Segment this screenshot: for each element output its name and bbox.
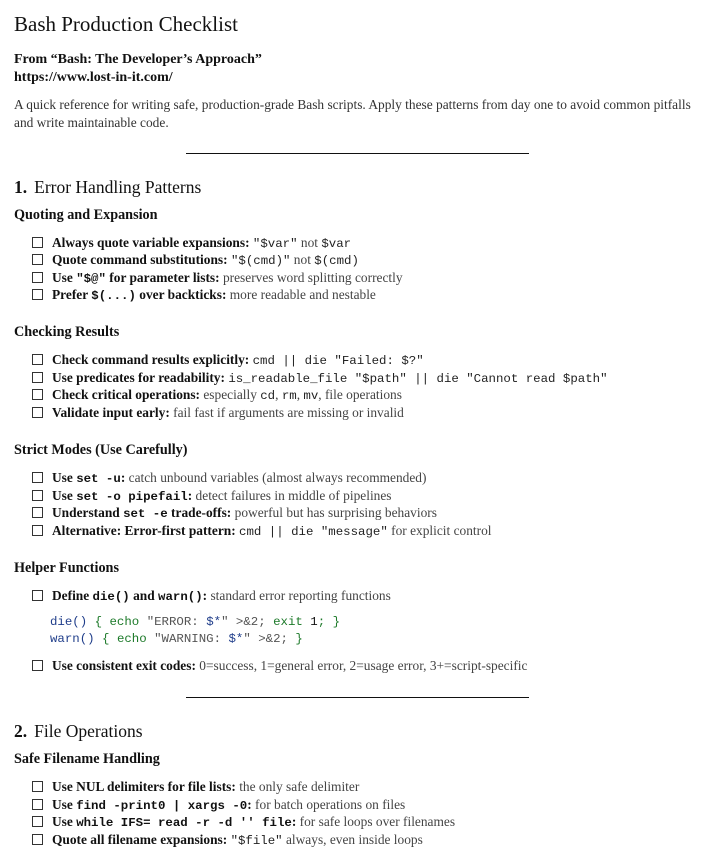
label-part: Use — [52, 488, 77, 503]
checklist-item — [32, 587, 391, 605]
item-text: , — [275, 387, 282, 402]
label-part: Define — [52, 588, 93, 603]
code-snippet: is_readable_file "$path" || die "Cannot read $path" — [228, 372, 608, 386]
section-title: Error Handling Patterns — [34, 177, 202, 197]
item-text: powerful but has surprising behaviors — [231, 505, 437, 520]
checklist-item — [32, 251, 359, 269]
code-line — [50, 631, 340, 648]
item-label: Use NUL delimiters for file lists: — [52, 779, 236, 794]
checkbox-icon[interactable] — [32, 389, 43, 400]
code-snippet: rm — [281, 389, 297, 403]
checkbox-icon[interactable] — [32, 237, 43, 248]
item-label: Always quote variable expansions: — [52, 235, 250, 250]
checklist-item — [32, 386, 402, 404]
code-line — [50, 614, 340, 631]
code-snippet: die() — [92, 590, 130, 604]
code-snippet: cd — [260, 389, 276, 403]
subsection-heading: Safe Filename Handling — [14, 751, 160, 767]
checkbox-icon[interactable] — [32, 490, 43, 501]
label-part: Understand — [52, 505, 124, 520]
code-snippet: "$@" — [76, 272, 106, 286]
item-text: not — [297, 235, 322, 250]
code-keyword: echo — [116, 632, 147, 646]
code-snippet: $(cmd) — [314, 254, 359, 268]
label-part: and — [129, 588, 159, 603]
item-label: Validate input early: — [52, 405, 170, 420]
checklist-item — [32, 469, 426, 487]
source-url[interactable]: https://www.lost-in-it.com/ — [14, 70, 173, 85]
code-snippet: "$var" — [252, 237, 298, 251]
item-text: more readable and nestable — [226, 287, 376, 302]
item-text: for safe loops over filenames — [296, 814, 456, 829]
code-snippet: $(...) — [91, 289, 136, 303]
item-text: fail fast if arguments are missing or invalid — [169, 405, 404, 420]
divider — [186, 697, 529, 698]
checklist-item — [32, 796, 405, 814]
label-part: : — [202, 588, 208, 603]
code-snippet: warn() — [158, 590, 203, 604]
item-text: , — [296, 387, 304, 402]
label-part: trade-offs: — [167, 505, 232, 520]
checklist-item — [32, 657, 527, 675]
checkbox-icon[interactable] — [32, 472, 43, 483]
checklist-item — [32, 369, 608, 387]
item-label: Alternative: Error-first pattern: — [52, 523, 236, 538]
code-keyword: exit — [273, 615, 303, 629]
item-text: detect failures in middle of pipelines — [192, 488, 392, 503]
code-variable: $* — [206, 615, 222, 629]
code-snippet: find -print0 | xargs -0 — [76, 799, 248, 813]
code-string: " — [243, 632, 251, 646]
label-part: Use — [52, 270, 77, 285]
code-snippet: cmd || die "Failed: $?" — [252, 354, 424, 368]
checkbox-icon[interactable] — [32, 781, 43, 792]
code-number: 1 — [302, 615, 318, 629]
label-part: Use — [52, 797, 77, 812]
code-function: die() — [50, 615, 88, 629]
subsection-heading: Quoting and Expansion — [14, 207, 158, 223]
checkbox-icon[interactable] — [32, 272, 43, 283]
checkbox-icon[interactable] — [32, 354, 43, 365]
checkbox-icon[interactable] — [32, 834, 43, 845]
subsection-heading: Helper Functions — [14, 560, 119, 576]
item-label: Check critical operations: — [52, 387, 201, 402]
checklist-item — [32, 831, 423, 849]
section-heading — [14, 177, 201, 198]
code-snippet: while IFS= read -r -d '' file — [76, 816, 292, 830]
code-snippet: cmd || die "message" — [239, 525, 388, 539]
intro-paragraph: A quick reference for writing safe, production-grade Bash scripts. Apply these patterns from day one to avoid common pitfalls and write maintainable code. — [14, 97, 691, 130]
code-variable: $* — [228, 632, 244, 646]
code-string: " — [221, 615, 229, 629]
item-label — [52, 270, 220, 285]
code-snippet: set -o pipefail — [76, 490, 188, 504]
label-part: Use — [52, 814, 77, 829]
code-snippet: mv — [303, 389, 319, 403]
code-brace: { — [94, 632, 117, 646]
checklist-item — [32, 522, 492, 540]
checkbox-icon[interactable] — [32, 372, 43, 383]
item-label: Check command results explicitly: — [52, 352, 250, 367]
code-function: warn() — [50, 632, 95, 646]
item-label: Use consistent exit codes: — [52, 658, 196, 673]
item-text: for batch operations on files — [251, 797, 406, 812]
subsection-heading: Checking Results — [14, 324, 120, 340]
checkbox-icon[interactable] — [32, 799, 43, 810]
checklist-item — [32, 404, 404, 422]
code-redirect: >&2; — [228, 615, 274, 629]
item-text: preserves word splitting correctly — [219, 270, 403, 285]
item-label — [52, 505, 231, 520]
checklist-item — [32, 778, 359, 796]
code-keyword: echo — [109, 615, 140, 629]
checklist-item — [32, 269, 403, 287]
checklist-item — [32, 286, 376, 304]
section-heading — [14, 721, 143, 742]
label-part: Prefer — [52, 287, 92, 302]
page-title: Bash Production Checklist — [14, 12, 238, 36]
checkbox-icon[interactable] — [32, 816, 43, 827]
code-snippet: "$file" — [230, 834, 283, 848]
code-string: "WARNING: — [154, 632, 229, 646]
checklist-item — [32, 351, 424, 369]
code-space — [147, 632, 154, 646]
section-number: 2. — [14, 721, 28, 741]
checkbox-icon[interactable] — [32, 525, 43, 536]
item-text: especially — [200, 387, 261, 402]
code-block — [50, 614, 340, 648]
checkbox-icon[interactable] — [32, 254, 43, 265]
checkbox-icon[interactable] — [32, 507, 43, 518]
code-space — [139, 615, 146, 629]
label-part: : — [247, 797, 252, 812]
label-part: Use — [52, 470, 77, 485]
divider — [186, 153, 529, 154]
code-string: "ERROR: — [146, 615, 207, 629]
item-text: for explicit control — [387, 523, 492, 538]
code-brace: { — [87, 615, 110, 629]
code-snippet: set -e — [123, 507, 168, 521]
code-snippet: set -u — [76, 472, 121, 486]
item-label: Quote all filename expansions: — [52, 832, 228, 847]
item-label — [52, 797, 252, 812]
section-number: 1. — [14, 177, 28, 197]
item-text: , file operations — [318, 387, 402, 402]
section-title: File Operations — [34, 721, 143, 741]
item-text: the only safe delimiter — [235, 779, 360, 794]
label-part: for parameter lists: — [105, 270, 220, 285]
checkbox-icon[interactable] — [32, 660, 43, 671]
item-label — [52, 470, 125, 485]
checkbox-icon[interactable] — [32, 407, 43, 418]
label-part: : — [291, 814, 297, 829]
code-brace: ; } — [317, 615, 341, 629]
item-text: not — [290, 252, 315, 267]
source-book: From “Bash: The Developer’s Approach” — [14, 52, 262, 67]
item-label — [52, 488, 192, 503]
checkbox-icon[interactable] — [32, 289, 43, 300]
item-text: standard error reporting functions — [207, 588, 391, 603]
code-snippet: "$(cmd)" — [230, 254, 291, 268]
item-label — [52, 588, 207, 603]
label-part: : — [187, 488, 193, 503]
checklist-item — [32, 234, 351, 252]
item-label: Use predicates for readability: — [52, 370, 225, 385]
checklist-item — [32, 504, 437, 522]
code-snippet: $var — [321, 237, 352, 251]
label-part: over backticks: — [135, 287, 227, 302]
code-redirect: >&2; — [250, 632, 296, 646]
item-text: 0=success, 1=general error, 2=usage error, 3+=script-specific — [195, 658, 528, 673]
code-brace: } — [295, 632, 303, 646]
item-text: catch unbound variables (almost always recommended) — [125, 470, 427, 485]
item-label — [52, 287, 226, 302]
checklist-item — [32, 487, 392, 505]
item-label — [52, 814, 296, 829]
checklist-item — [32, 813, 455, 831]
item-text: always, even inside loops — [282, 832, 423, 847]
checkbox-icon[interactable] — [32, 590, 43, 601]
subsection-heading: Strict Modes (Use Carefully) — [14, 442, 188, 458]
label-part: : — [120, 470, 126, 485]
item-label: Quote command substitutions: — [52, 252, 228, 267]
